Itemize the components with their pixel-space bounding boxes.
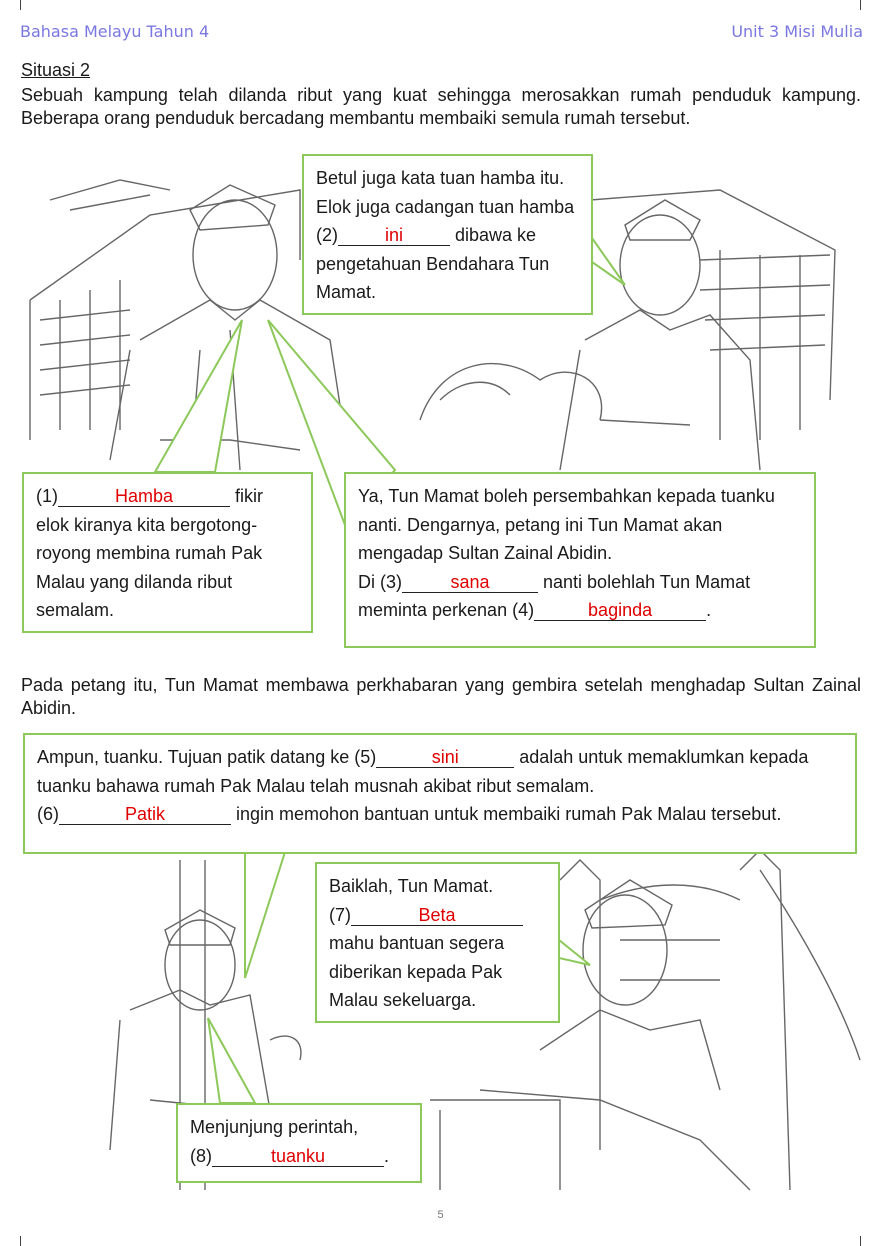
answer-5: sini — [376, 747, 514, 768]
answer-6: Patik — [59, 804, 231, 825]
answer-3: sana — [402, 572, 538, 593]
bubble-text: ingin memohon bantuan untuk membaiki rumah Pak Malau tersebut. — [236, 804, 782, 824]
speech-bubble-bottom — [176, 1103, 422, 1183]
answer-2: ini — [338, 225, 450, 246]
punctuation: . — [706, 600, 712, 620]
answer-8: tuanku — [212, 1146, 384, 1167]
answer-prefix: (1) — [36, 486, 58, 506]
answer-4: baginda — [534, 600, 706, 621]
paragraph-2: Pada petang itu, Tun Mamat membawa perkhabaran yang gembira setelah menghadap Sultan Zainal Abidin. — [21, 675, 861, 718]
speech-bubble-sultan — [315, 862, 560, 1023]
bubble-text: Baiklah, Tun Mamat. — [329, 876, 494, 896]
speech-bubble-left — [22, 472, 313, 633]
bubble-text: Di (3) — [358, 571, 402, 592]
answer-prefix: (7) — [329, 904, 351, 925]
bubble-text: Betul juga kata tuan hamba itu. Elok juga cadangan tuan hamba (2) — [316, 168, 575, 245]
bubble-text: dibawa ke pengetahuan Bendahara Tun Mamat. — [316, 225, 550, 302]
answer-prefix: (6) — [37, 804, 59, 824]
speech-bubble-top — [302, 154, 593, 315]
bubble-text: mahu bantuan segera diberikan kepada Pak Malau sekeluarga. — [329, 933, 505, 1010]
answer-prefix: (8) — [190, 1146, 212, 1166]
header-unit: Unit 3 Misi Mulia — [731, 22, 863, 41]
speech-bubble-wide — [23, 733, 857, 854]
bubble-text: fikir elok kiranya kita bergotong-royong membina rumah Pak Malau yang dilanda ribut semalam. — [36, 486, 264, 620]
answer-1: Hamba — [58, 486, 230, 507]
bubble-text: Ya, Tun Mamat boleh persembahkan kepada tuanku nanti. Dengarnya, petang ini Tun Mamat akan mengadap Sultan Zainal Abidin. — [358, 486, 775, 563]
speech-bubble-right — [344, 472, 816, 648]
situation-title: Situasi 2 — [21, 60, 91, 80]
answer-7: Beta — [351, 905, 523, 926]
punctuation: . — [384, 1146, 390, 1166]
bubble-text: Menjunjung perintah, — [190, 1117, 359, 1137]
bubble-text: adalah untuk memaklumkan kepada tuanku bahawa rumah Pak Malau telah musnah akibat ribut semalam. — [37, 747, 809, 796]
situation-intro: Sebuah kampung telah dilanda ribut yang kuat sehingga merosakkan rumah penduduk kampung. Beberapa orang penduduk bercadang membantu membaiki semula rumah tersebut. — [21, 85, 861, 128]
header-subject: Bahasa Melayu Tahun 4 — [20, 22, 210, 41]
bubble-text: nanti bolehlah Tun Mamat meminta perkenan (4) — [358, 571, 751, 620]
page-number: 5 — [437, 1209, 444, 1221]
bubble-text: Ampun, tuanku. Tujuan patik datang ke (5) — [37, 747, 377, 767]
